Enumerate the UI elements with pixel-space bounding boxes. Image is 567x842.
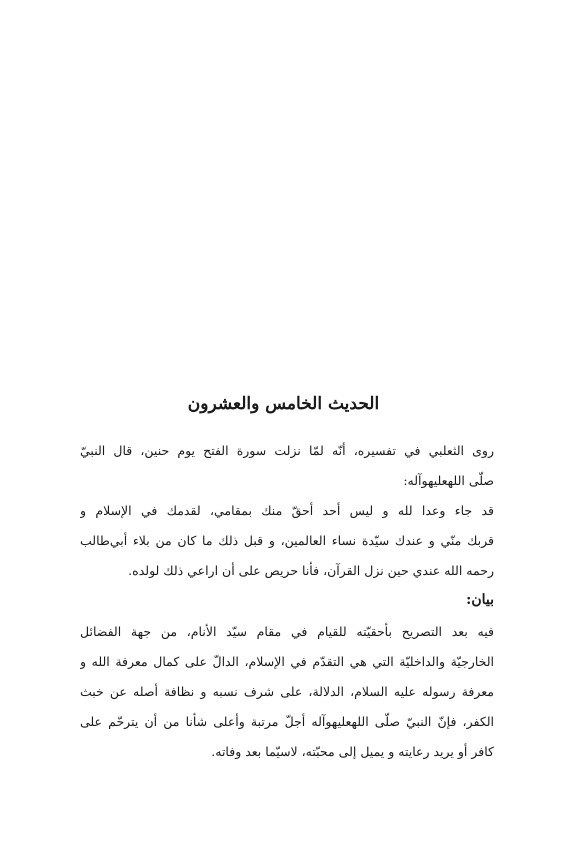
hadith-title: الحديث الخامس والعشرون [187, 394, 380, 414]
explanation-heading: بيان: [466, 592, 494, 608]
intro-paragraph [80, 436, 494, 496]
intro-line: صلّى اللهعليهوآله: [403, 473, 494, 488]
quote-line: رحمه الله عندي حين نزل القرآن، فأنا حريص على أن اراعي ذلك لولده. [128, 563, 494, 578]
explanation-line: معرفة رسوله عليه السلام، الدلالة، على شرف نسبه و نظافة أصله عن خبث [80, 684, 494, 699]
quote-paragraph [80, 496, 494, 586]
explanation-line: الخارجيّة والداخليّة التي هي التقدّم في الإسلام، الدالّ على كمال معرفة الله و [80, 654, 494, 669]
explanation-paragraph [80, 617, 494, 767]
explanation-line: كافر أو يريد رعايته و يميل إلى محبّته، لاسيّما بعد وفاته. [211, 744, 494, 759]
quote-line: قربك منّي و عندك سيّدة نساء العالمين، و قبل ذلك ما كان من بلاء أبي‌طالب [80, 533, 494, 548]
quote-line: قد جاء وعدا لله و ليس أحد أحقّ منك بمقامي، لقدمك في الإسلام و [80, 503, 494, 518]
explanation-line: الكفر، فإنّ النبيّ صلّى اللهعليهوآله أجلّ مرتبة وأعلى شأنا من أن يترحّم على [80, 714, 494, 729]
intro-line: روى الثعلبي في تفسيره، أنّه لمّا نزلت سورة الفتح يوم حنين، قال النبيّ [80, 443, 494, 458]
explanation-line: فيه بعد التصريح بأحقيّته للقيام في مقام سيّد الأنام، من جهة الفضائل [80, 624, 494, 639]
